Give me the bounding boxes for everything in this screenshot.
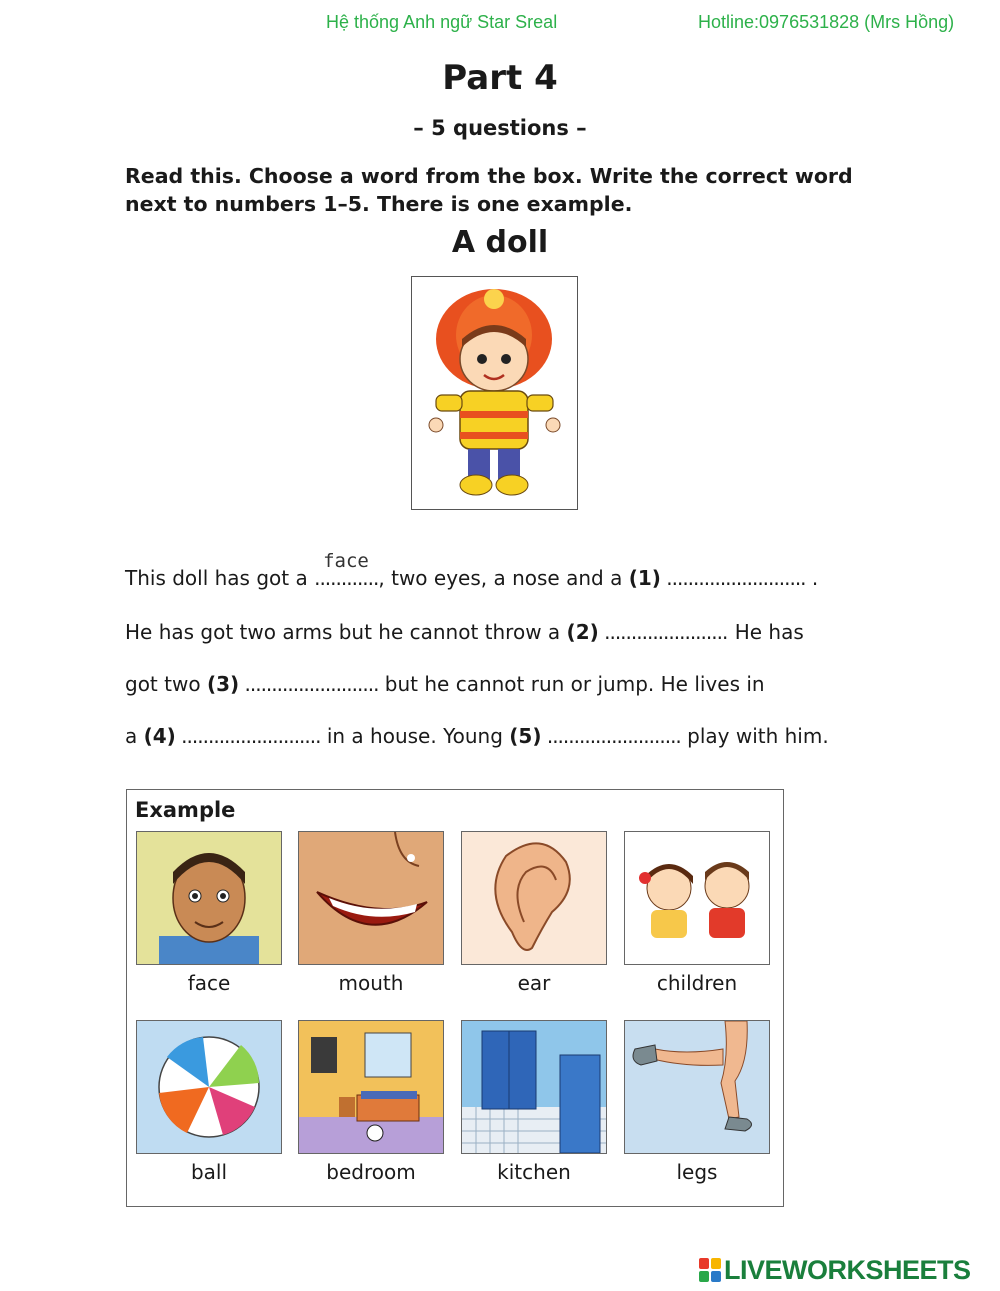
doll-image [411, 276, 578, 510]
example-label: Example [135, 798, 236, 822]
children-picture [624, 831, 770, 965]
answer-blank-1[interactable]: .......................... [660, 566, 806, 590]
mouth-picture [298, 831, 444, 965]
word-card-face [136, 831, 282, 995]
example-answer: face [323, 550, 369, 572]
story-line-3: got two (3) ......................... but he cannot run or jump. He lives in [125, 672, 765, 696]
part-subtitle: – 5 questions – [413, 116, 587, 140]
word-card-ball [136, 1020, 282, 1184]
ball-picture [136, 1020, 282, 1154]
bedroom-picture [298, 1020, 444, 1154]
legs-picture [624, 1020, 770, 1154]
word-label: face [187, 971, 231, 995]
word-label: kitchen [497, 1160, 571, 1184]
story-line-4: a (4) .......................... in a house. Young (5) ......................... play with him. [125, 724, 829, 748]
instruction-text: Read this. Choose a word from the box. Write the correct word next to numbers 1–5. There is one example. [125, 164, 853, 216]
story-line-2: He has got two arms but he cannot throw a (2) ....................... He has [125, 620, 804, 644]
answer-blank-5[interactable]: ......................... [541, 724, 681, 748]
word-label: ear [517, 971, 551, 995]
word-label: bedroom [326, 1160, 416, 1184]
word-card-bedroom [298, 1020, 444, 1184]
face-picture [136, 831, 282, 965]
word-label: ball [190, 1160, 228, 1184]
story-title: A doll [451, 225, 549, 260]
word-card-children [624, 831, 770, 995]
word-label: mouth [338, 971, 404, 995]
liveworksheets-logo [699, 1254, 971, 1286]
header-school-name: Hệ thống Anh ngữ Star Sreal [326, 12, 558, 32]
word-card-ear [461, 831, 607, 995]
word-card-mouth [298, 831, 444, 995]
logo-text: LIVEWORKSHEETS [724, 1254, 971, 1285]
word-card-legs [624, 1020, 770, 1184]
word-label: children [656, 971, 738, 995]
word-box [126, 789, 784, 1207]
header-hotline: Hotline:0976531828 (Mrs Hồng) [698, 12, 955, 32]
kitchen-picture [461, 1020, 607, 1154]
logo-mark-icon [699, 1258, 721, 1282]
word-label: legs [676, 1160, 718, 1184]
answer-blank-3[interactable]: ......................... [239, 672, 379, 696]
story-line-1: This doll has got a face ............, two eyes, a nose and a (1) .......................... . [125, 550, 819, 590]
answer-blank-2[interactable]: ...................... [598, 620, 722, 644]
ear-picture [461, 831, 607, 965]
word-card-kitchen [461, 1020, 607, 1184]
answer-blank-4[interactable]: .......................... [175, 724, 321, 748]
part-title: Part 4 [442, 58, 558, 98]
